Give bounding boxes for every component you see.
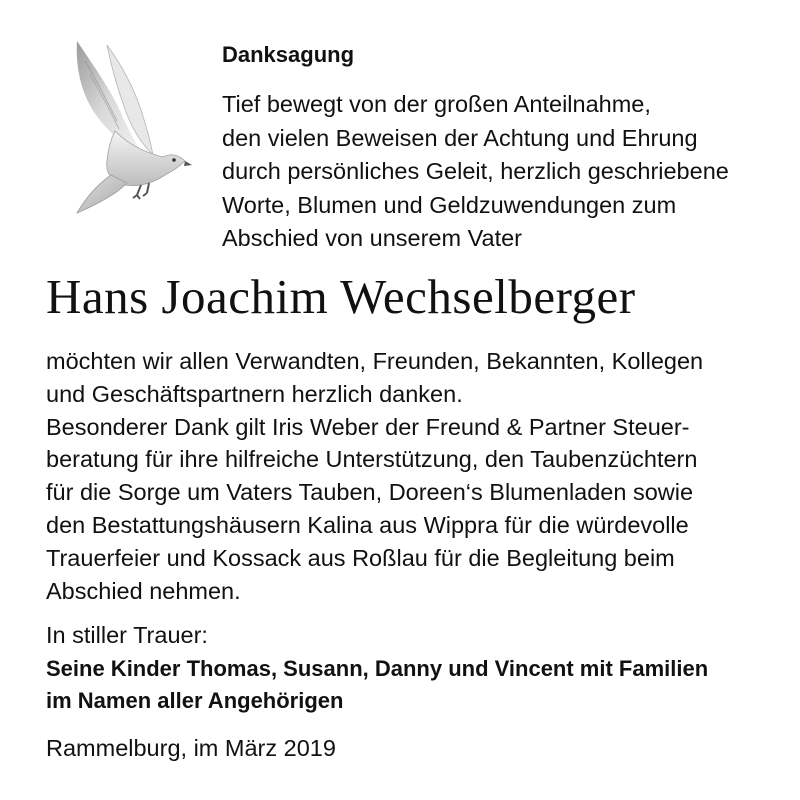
deceased-name: Hans Joachim Wechselberger: [46, 269, 636, 324]
body-line: für die Sorge um Vaters Tauben, Doreen‘s Blumenladen sowie: [46, 479, 694, 506]
mourners-line: Seine Kinder Thomas, Susann, Danny und Vincent mit Familien: [46, 656, 709, 681]
intro-line: durch persönliches Geleit, herzlich geschriebene: [222, 158, 729, 184]
place-and-date: Rammelburg, im März 2019: [46, 735, 336, 761]
body-line: Abschied nehmen.: [46, 577, 241, 604]
dove-icon: [45, 35, 195, 220]
body-line: den Bestattungshäusern Kalina aus Wippra für die würdevolle: [46, 511, 689, 538]
intro-line: Abschied von unserem Vater: [222, 225, 523, 251]
intro-line: den vielen Beweisen der Achtung und Ehrung: [222, 124, 698, 151]
mourning-label: In stiller Trauer:: [46, 622, 208, 648]
mourners-signature: [46, 653, 708, 717]
body-line: Besonderer Dank gilt Iris Weber der Freund & Partner Steuer-: [46, 413, 690, 440]
body-line: beratung für ihre hilfreiche Unterstützung, den Taubenzüchtern: [46, 446, 698, 473]
body-line: möchten wir allen Verwandten, Freunden, Bekannten, Kollegen: [46, 348, 704, 374]
heading: Danksagung: [222, 42, 355, 67]
body-line: und Geschäftspartnern herzlich danken.: [46, 380, 463, 407]
intro-paragraph: [222, 88, 782, 256]
intro-line: Worte, Blumen und Geldzuwendungen zum: [222, 191, 677, 218]
thank-you-paragraph: [46, 345, 766, 607]
intro-line: Tief bewegt von der großen Anteilnahme,: [222, 91, 651, 117]
mourners-line: im Namen aller Angehörigen: [46, 688, 344, 713]
body-line: Trauerfeier und Kossack aus Roßlau für die Begleitung beim: [46, 544, 675, 571]
